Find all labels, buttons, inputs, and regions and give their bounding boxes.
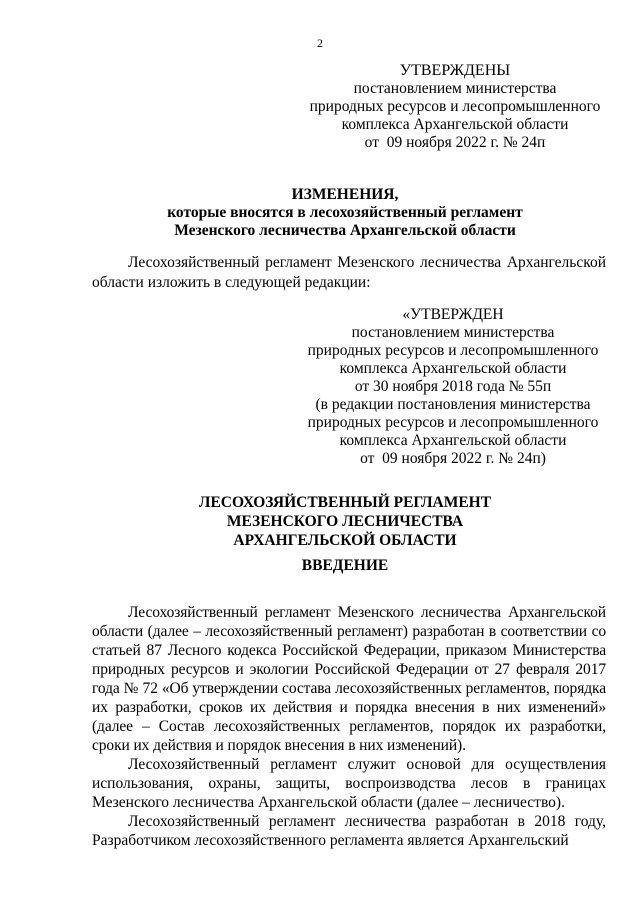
approval-line: (в редакции постановления министерства [315, 396, 591, 413]
approval-stamp-quoted [288, 306, 618, 468]
approval-line: комплекса Архангельской области [339, 432, 567, 449]
changes-line: Мезенского лесничества Архангельской области [174, 222, 516, 239]
page-number: 2 [317, 36, 323, 50]
approval-line: постановлением министерства [351, 324, 555, 341]
intro-section [92, 253, 606, 293]
approval-line: от 09 ноября 2022 г. № 24п) [360, 450, 546, 467]
approval-line: от 09 ноября 2022 г. № 24п [364, 134, 546, 151]
intro-paragraph: Лесохозяйственный регламент Мезенского лесничества Архангельской области изложить в следующей редакции: [92, 254, 606, 291]
approval-line: постановлением министерства [353, 80, 557, 97]
approval-line: «УТВЕРЖДЕН [402, 306, 504, 323]
body-paragraph: Лесохозяйственный регламент Мезенского лесничества Архангельской области (далее – лесохозяйственный регламент) разработан в соответствии со статьей 87 Лесного кодекса Российской Федерации, приказом Министерства природных ресурсов и экологии Российской Федерации от 27 февраля 2017 года № 72 «Об утверждении состава лесохозяйственных регламентов, порядка их разработки, сроков их действия и порядка внесения в них изменений» (далее – Состав лесохозяйственных регламентов, порядок их разработки, сроки их действия и порядок внесения в них изменений). [92, 604, 606, 754]
approval-line: природных ресурсов и лесопромышленного [309, 98, 601, 115]
approval-line: природных ресурсов и лесопромышленного [307, 342, 599, 359]
body-paragraph: Лесохозяйственный регламент лесничества разработан в 2018 году, Разработчиком лесохозяйственного регламента является Архангельский [92, 813, 606, 849]
approval-line: комплекса Архангельской области [339, 360, 567, 377]
regulation-title-line: ЛЕСОХОЗЯЙСТВЕННЫЙ РЕГЛАМЕНТ [198, 494, 492, 511]
changes-heading [80, 186, 610, 240]
changes-line: которые вносятся в лесохозяйственный регламент [167, 204, 523, 221]
body-paragraph: Лесохозяйственный регламент служит основой для осуществления использования, охраны, защиты, воспроизводства лесов в границах Мезенского лесничества Архангельской области (далее – лесничество). [92, 756, 606, 811]
regulation-title-line: АРХАНГЕЛЬСКОЙ ОБЛАСТИ [233, 532, 457, 549]
regulation-title-line: МЕЗЕНСКОГО ЛЕСНИЧЕСТВА [226, 513, 464, 530]
regulation-title [80, 493, 610, 550]
section-heading: ВВЕДЕНИЕ [301, 557, 389, 574]
approval-line: природных ресурсов и лесопромышленного [307, 414, 599, 431]
approval-stamp-top [290, 62, 620, 152]
changes-title: ИЗМЕНЕНИЯ, [291, 186, 399, 203]
approval-line: комплекса Архангельской области [341, 116, 569, 133]
approval-line: от 30 ноября 2018 года № 55п [354, 378, 552, 395]
body-text [92, 603, 606, 850]
approval-heading: УТВЕРЖДЕНЫ [399, 62, 511, 79]
